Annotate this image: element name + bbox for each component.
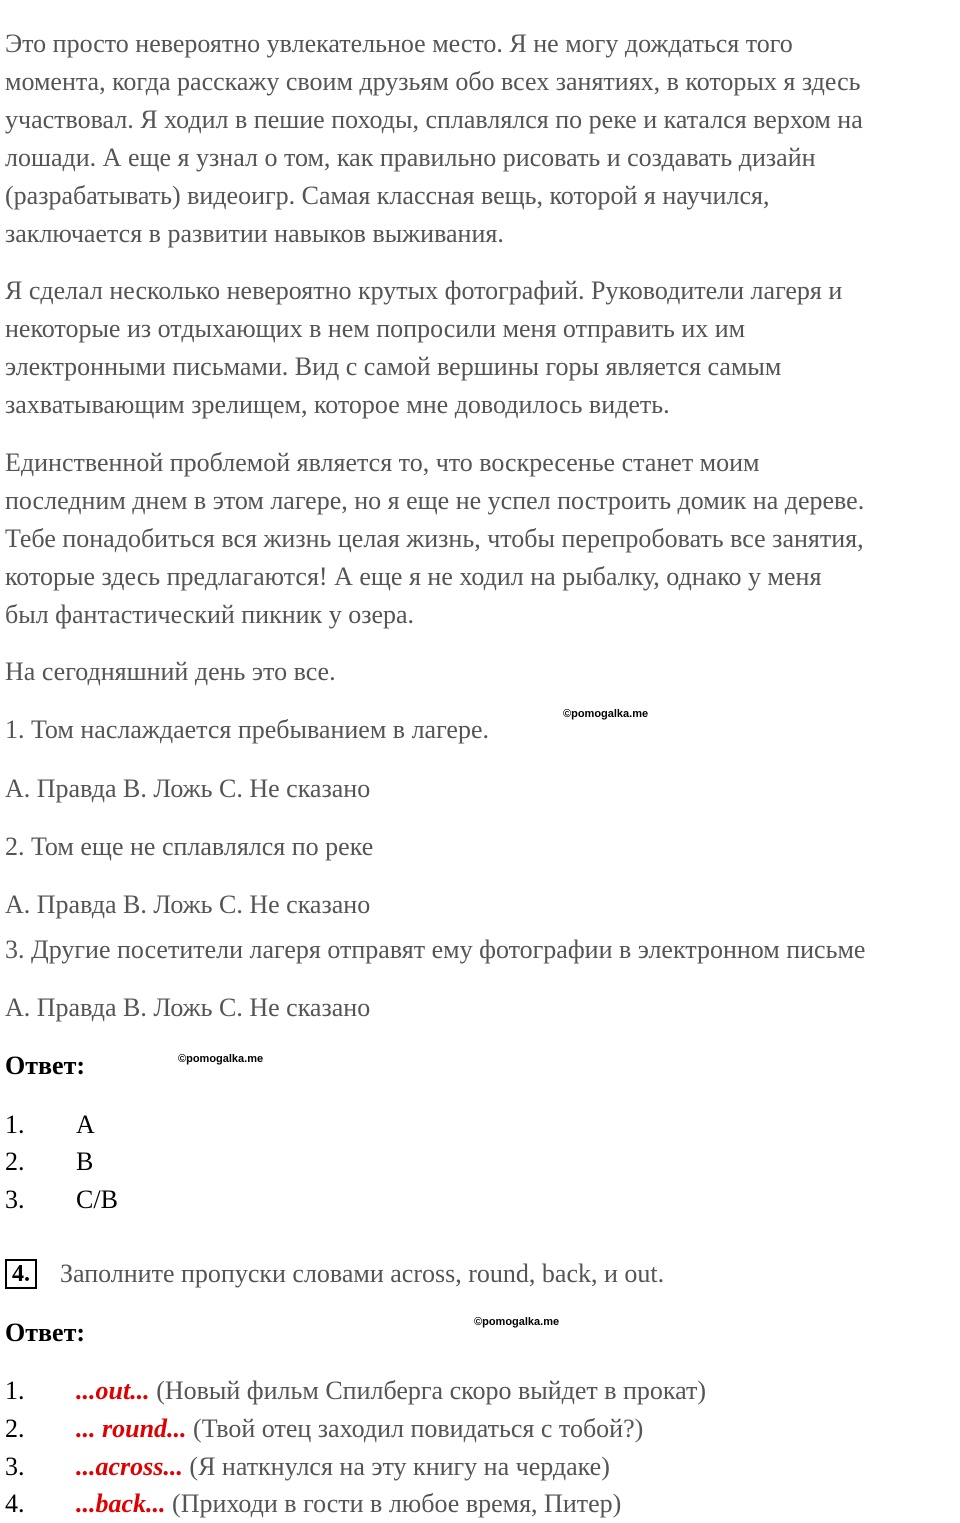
paragraph-line: некоторые из отдыхающих в нем попросили меня отправить их им bbox=[5, 314, 746, 343]
closing-line: На сегодняшний день это все. bbox=[5, 657, 336, 686]
fill-number: 1. bbox=[5, 1376, 25, 1405]
question-1: 1. Том наслаждается пребыванием в лагере. bbox=[5, 715, 489, 744]
fill-item bbox=[76, 1452, 610, 1482]
watermark: ©pomogalka.me bbox=[178, 1053, 264, 1065]
question-3: 3. Другие посетители лагеря отправят ему фотографии в электронном письме bbox=[5, 935, 866, 964]
paragraph-line: Это просто невероятно увлекательное место. Я не могу дождаться того bbox=[5, 29, 793, 58]
paragraph-1 bbox=[5, 25, 957, 253]
paragraph-line: (разрабатывать) видеоигр. Самая классная вещь, которой я научился, bbox=[5, 181, 770, 210]
answer-number: 2. bbox=[5, 1147, 25, 1176]
fill-word: ...across... bbox=[76, 1452, 183, 1481]
paragraph-line: заключается в развитии навыков выживания. bbox=[5, 219, 504, 248]
paragraph-line: последним днем в этом лагере, но я еще не успел построить домик на дереве. bbox=[5, 486, 865, 515]
paragraph-line: момента, когда расскажу своим друзьям обо всех занятиях, в которых я здесь bbox=[5, 67, 861, 96]
paragraph-line: которые здесь предлагаются! А еще я не ходил на рыбалку, однако у меня bbox=[5, 562, 822, 591]
paragraph-line: захватывающим зрелищем, которое мне доводилось видеть. bbox=[5, 390, 670, 419]
question-1-options: A. Правда B. Ложь C. Не сказано bbox=[5, 774, 371, 803]
paragraph-line: электронными письмами. Вид с самой вершины горы является самым bbox=[5, 352, 782, 381]
fill-translation: (Приходи в гости в любое время, Питер) bbox=[165, 1489, 622, 1518]
fill-number: 3. bbox=[5, 1452, 25, 1481]
paragraph-line: Единственной проблемой является то, что воскресенье станет моим bbox=[5, 448, 760, 477]
fill-item bbox=[76, 1489, 621, 1519]
answer-label: Ответ: bbox=[5, 1318, 86, 1347]
paragraph-line: Тебе понадобиться вся жизнь целая жизнь, чтобы перепробовать все занятия, bbox=[5, 524, 864, 553]
fill-item bbox=[76, 1414, 643, 1444]
fill-translation: (Твой отец заходил повидаться с тобой?) bbox=[186, 1414, 644, 1443]
watermark: ©pomogalka.me bbox=[474, 1316, 560, 1328]
paragraph-line: Я сделал несколько невероятно крутых фотографий. Руководители лагеря и bbox=[5, 276, 843, 305]
paragraph-line: лошади. А еще я узнал о том, как правильно рисовать и создавать дизайн bbox=[5, 143, 816, 172]
answer-value: C/B bbox=[76, 1185, 118, 1214]
answer-number: 1. bbox=[5, 1110, 25, 1139]
question-2: 2. Том еще не сплавлялся по реке bbox=[5, 832, 374, 861]
fill-number: 2. bbox=[5, 1414, 25, 1443]
task-instruction: Заполните пропуски словами across, round, back, и out. bbox=[60, 1259, 665, 1288]
question-3-options: A. Правда B. Ложь C. Не сказано bbox=[5, 993, 371, 1022]
answer-number: 3. bbox=[5, 1185, 25, 1214]
answer-value: B bbox=[76, 1147, 94, 1176]
fill-item bbox=[76, 1376, 706, 1406]
question-2-options: A. Правда B. Ложь C. Не сказано bbox=[5, 890, 371, 919]
answer-value: A bbox=[76, 1110, 95, 1139]
task-number-box: 4. bbox=[5, 1259, 37, 1289]
fill-translation: (Я наткнулся на эту книгу на чердаке) bbox=[182, 1452, 610, 1481]
fill-word: ...out... bbox=[76, 1376, 150, 1405]
paragraph-line: участвовал. Я ходил в пешие походы, сплавлялся по реке и катался верхом на bbox=[5, 105, 863, 134]
paragraph-2 bbox=[5, 272, 957, 424]
paragraph-3 bbox=[5, 444, 957, 634]
watermark: ©pomogalka.me bbox=[563, 708, 649, 720]
paragraph-line: был фантастический пикник у озера. bbox=[5, 600, 415, 629]
answer-label: Ответ: bbox=[5, 1051, 86, 1080]
fill-translation: (Новый фильм Спилберга скоро выйдет в прокат) bbox=[149, 1376, 707, 1405]
fill-number: 4. bbox=[5, 1489, 25, 1518]
fill-word: ... round... bbox=[76, 1414, 187, 1443]
fill-word: ...back... bbox=[76, 1489, 166, 1518]
